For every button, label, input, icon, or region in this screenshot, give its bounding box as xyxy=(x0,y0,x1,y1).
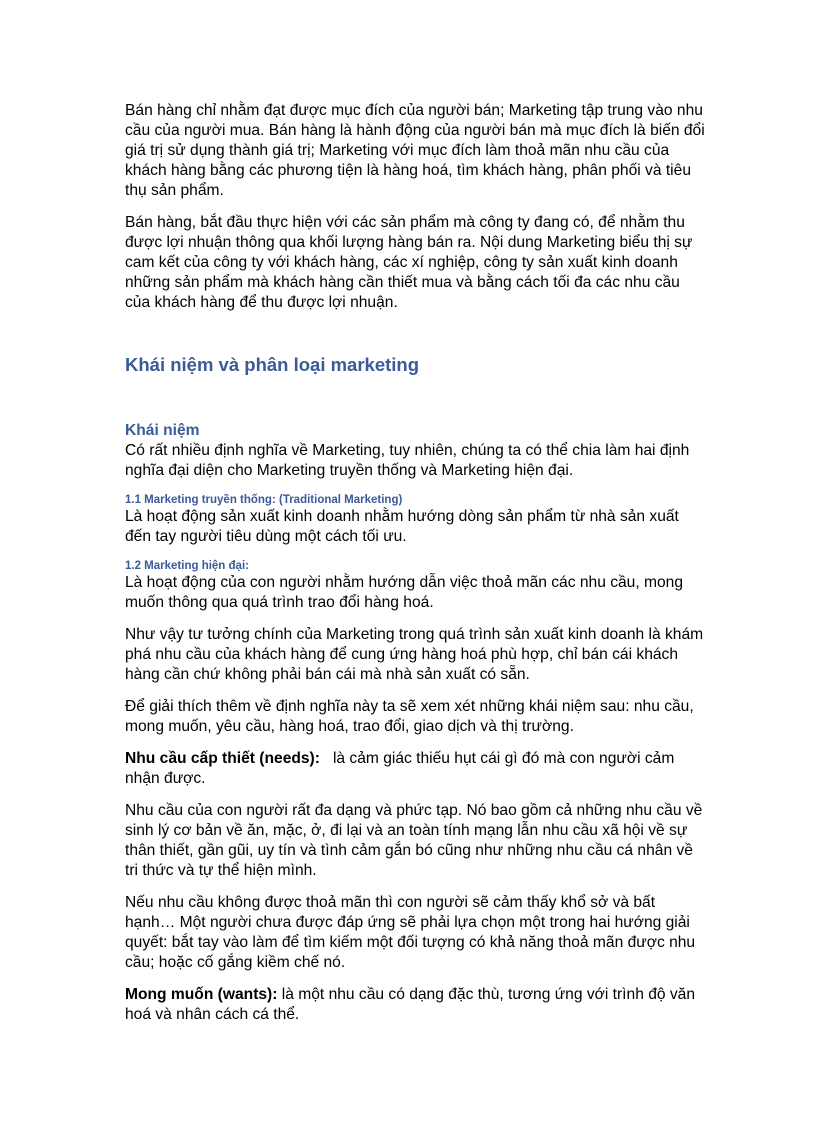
needs-detail-paragraph: Nhu cầu của con người rất đa dạng và phức tạp. Nó bao gồm cả những nhu cầu về sinh lý cơ bản về ăn, mặc, ở, đi lại và an toàn tính mạng lẫn nhu cầu xã hội về sự thân thiết, gần gũi, uy tín và tình cảm gắn bó cũng như những nhu cầu cá nhân về tri thức và tự thể hiện mình. xyxy=(125,802,703,879)
intro-paragraph-2: Bán hàng, bắt đầu thực hiện với các sản phẩm mà công ty đang có, để nhằm thu được lợi nhuận thông qua khối lượng hàng bán ra. Nội dung Marketing biểu thị sự cam kết của công ty với khách hàng, các xí nghiệp, công ty sản xuất kinh doanh những sản phẩm mà khách hàng cần thiết mua và bằng cách tối đa các nhu cầu của khách hàng để thu được lợi nhuận. xyxy=(125,214,693,311)
document-page xyxy=(125,101,705,1037)
unmet-needs-paragraph: Nếu nhu cầu không được thoả mãn thì con người sẽ cảm thấy khổ sở và bất hạnh… Một người chưa được đáp ứng sẽ phải lựa chọn một trong hai hướng giải quyết: bắt tay vào làm để tìm kiếm một đối tượng có khả năng thoả mãn được nhu cầu; hoặc cố gắng kiềm chế nó. xyxy=(125,894,696,971)
explain-paragraph: Để giải thích thêm về định nghĩa này ta sẽ xem xét những khái niệm sau: nhu cầu, mong muốn, yêu cầu, hàng hoá, trao đổi, giao dịch và thị trường. xyxy=(125,698,694,735)
main-thought-paragraph: Như vậy tư tưởng chính của Marketing trong quá trình sản xuất kinh doanh là khám phá nhu cầu của khách hàng để cung ứng hàng hoá phù hợp, chỉ bán cái khách hàng cần chứ không phải bán cái mà nhà sản xuất có sẵn. xyxy=(125,626,704,683)
section-heading: Khái niệm và phân loại marketing xyxy=(125,354,420,375)
needs-definition xyxy=(125,749,705,789)
wants-definition-text: là một nhu cầu có dạng đặc thù, tương ứng với trình độ văn hoá và nhân cách cá thể. xyxy=(125,986,700,1023)
modern-marketing-text: Là hoạt động của con người nhằm hướng dẫn việc thoả mãn các nhu cầu, mong muốn thông qua quá trình trao đổi hàng hoá. xyxy=(125,574,684,611)
wants-term: Mong muốn (wants): xyxy=(125,986,278,1003)
traditional-marketing-heading: 1.1 Marketing truyền thống: (Traditional Marketing) xyxy=(125,494,403,506)
subsection-heading: Khái niệm xyxy=(125,422,200,439)
traditional-marketing-text: Là hoạt động sản xuất kinh doanh nhằm hướng dòng sản phẩm từ nhà sản xuất đến tay người tiêu dùng một cách tối ưu. xyxy=(125,508,679,545)
definition-intro: Có rất nhiều định nghĩa về Marketing, tuy nhiên, chúng ta có thể chia làm hai định nghĩa đại diện cho Marketing truyền thống và Marketing hiện đại. xyxy=(125,442,690,479)
needs-term: Nhu cầu cấp thiết (needs): xyxy=(125,750,320,767)
intro-paragraph-1: Bán hàng chỉ nhằm đạt được mục đích của người bán; Marketing tập trung vào nhu cầu của người mua. Bán hàng là hành động của người bán mà mục đích là biến đổi giá trị sử dụng thành giá trị; Marketing với mục đích làm thoả mãn nhu cầu của khách hàng bằng các phương tiện là hàng hoá, tìm khách hàng, phân phối và tiêu thụ sản phẩm. xyxy=(125,102,705,199)
modern-marketing-heading: 1.2 Marketing hiện đại: xyxy=(125,560,249,572)
wants-definition xyxy=(125,985,705,1025)
needs-definition-text: là cảm giác thiếu hụt cái gì đó mà con người cảm nhận được. xyxy=(125,750,679,787)
